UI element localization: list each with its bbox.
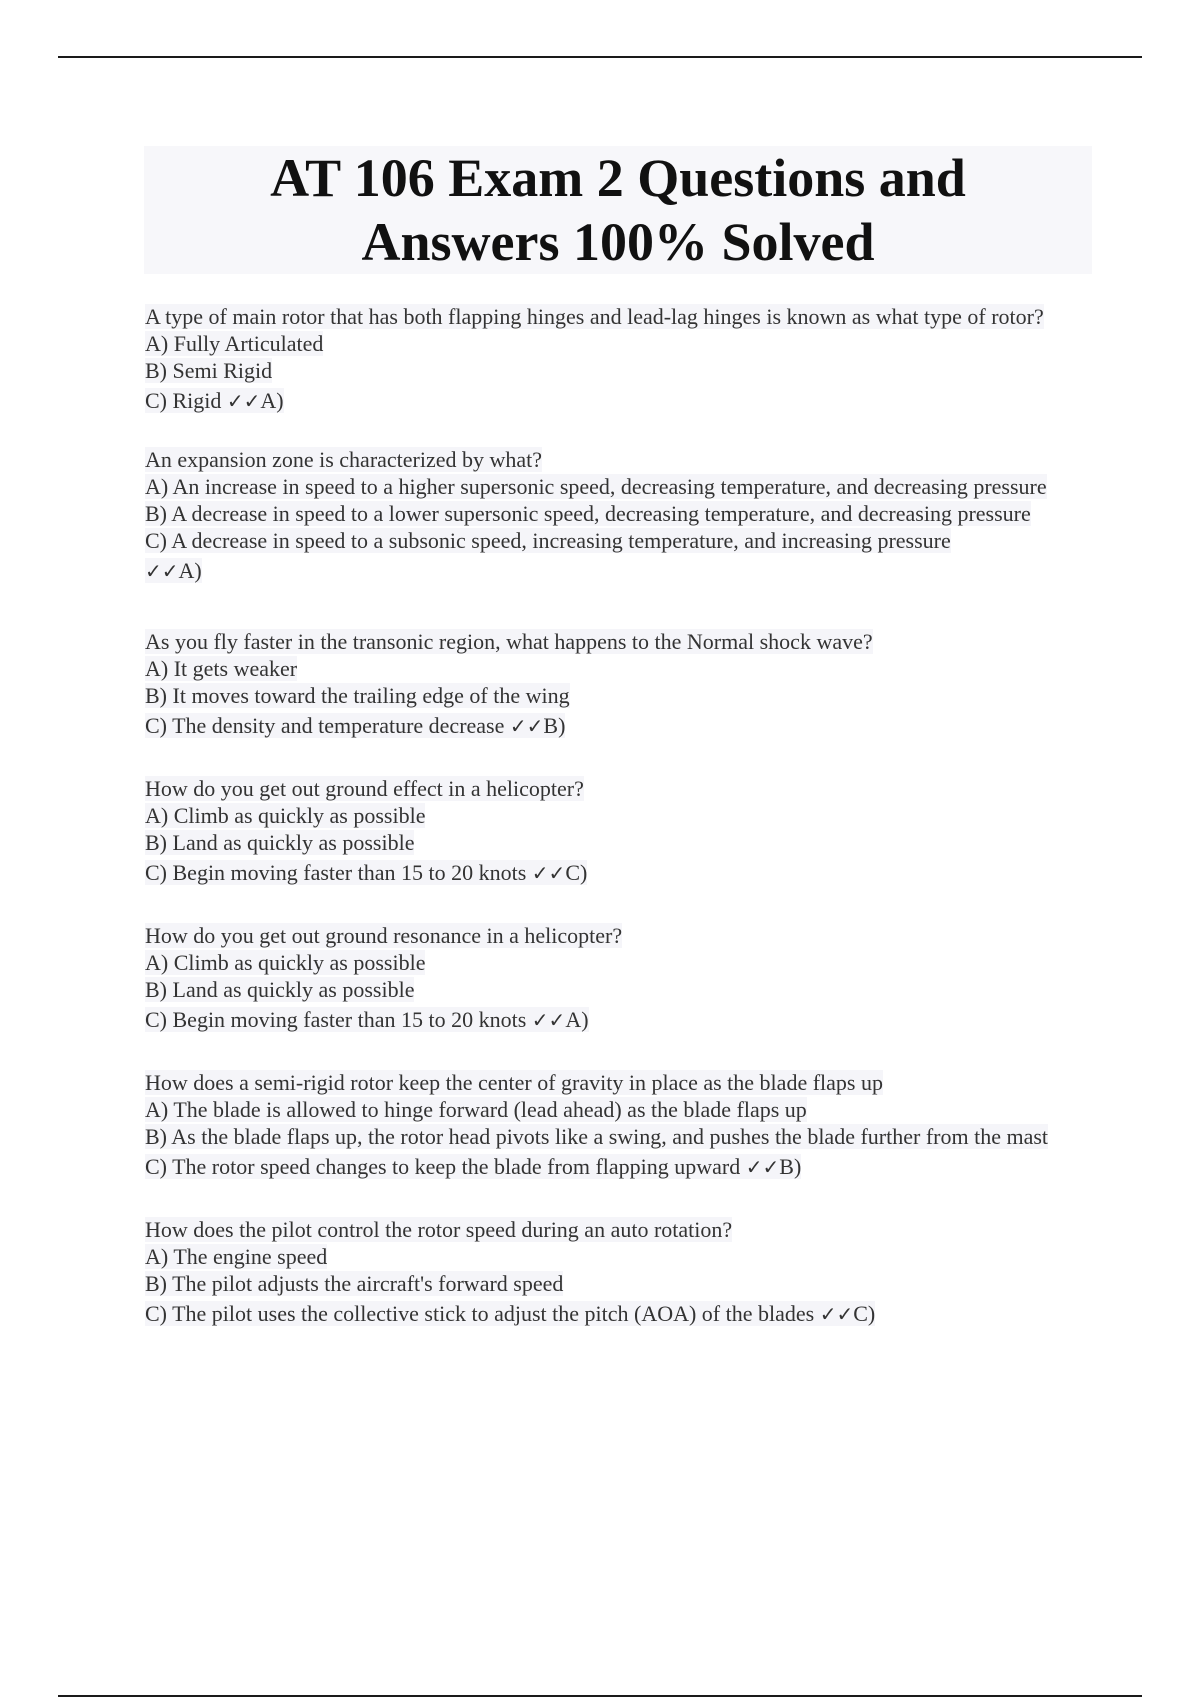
question-text: A type of main rotor that has both flapping hinges and lead-lag hinges is known as what type of rotor?	[145, 304, 1044, 329]
check-icon: ✓✓	[819, 1302, 854, 1326]
bottom-rule	[58, 1695, 1142, 1697]
question-text: How does a semi-rigid rotor keep the center of gravity in place as the blade flaps up	[145, 1070, 883, 1095]
question-text: An expansion zone is characterized by what?	[145, 447, 543, 472]
option-a: A) Climb as quickly as possible	[145, 803, 426, 828]
qa-item-2	[145, 446, 1095, 588]
option-a: A) It gets weaker	[145, 656, 298, 681]
option-c: C) Begin moving faster than 15 to 20 knots	[145, 1007, 527, 1032]
check-icon: ✓✓	[531, 861, 566, 885]
check-icon: ✓✓	[509, 714, 544, 738]
option-b: B) A decrease in speed to a lower supersonic speed, decreasing temperature, and decreasing pressure	[145, 501, 1031, 526]
answer-text: B)	[779, 1154, 802, 1179]
option-c: C) Begin moving faster than 15 to 20 knots	[145, 860, 527, 885]
answer-text: A)	[178, 558, 202, 583]
option-b: B) Land as quickly as possible	[145, 830, 415, 855]
option-a: A) The blade is allowed to hinge forward (lead ahead) as the blade flaps up	[145, 1097, 807, 1122]
answer-text: A)	[260, 388, 284, 413]
check-icon: ✓✓	[145, 559, 179, 583]
option-c: C) Rigid	[145, 388, 222, 413]
option-c: C) The rotor speed changes to keep the blade from flapping upward	[145, 1154, 741, 1179]
answer-text: A)	[565, 1007, 589, 1032]
check-icon: ✓✓	[226, 389, 261, 413]
question-text: How do you get out ground resonance in a helicopter?	[145, 923, 623, 948]
option-c: C) The density and temperature decrease	[145, 713, 505, 738]
document-title: AT 106 Exam 2 Questions and Answers 100% Solved	[270, 148, 966, 272]
option-c: C) The pilot uses the collective stick to adjust the pitch (AOA) of the blades	[145, 1301, 815, 1326]
option-b: B) The pilot adjusts the aircraft's forward speed	[145, 1271, 564, 1296]
option-a: A) Fully Articulated	[145, 331, 324, 356]
qa-item-6	[145, 1069, 1095, 1184]
qa-item-3	[145, 628, 1095, 743]
answer-text: B)	[543, 713, 566, 738]
check-icon: ✓✓	[531, 1008, 566, 1032]
answer-text: C)	[853, 1301, 876, 1326]
option-b: B) It moves toward the trailing edge of the wing	[145, 683, 570, 708]
option-a: A) The engine speed	[145, 1244, 328, 1269]
qa-list	[145, 303, 1095, 1359]
question-text: How does the pilot control the rotor speed during an auto rotation?	[145, 1217, 733, 1242]
qa-item-5	[145, 922, 1095, 1037]
check-icon: ✓✓	[745, 1155, 780, 1179]
qa-item-4	[145, 775, 1095, 890]
option-a: A) An increase in speed to a higher supersonic speed, decreasing temperature, and decreasing pressure	[145, 474, 1047, 499]
question-text: How do you get out ground effect in a helicopter?	[145, 776, 584, 801]
top-rule	[58, 56, 1142, 58]
option-b: B) As the blade flaps up, the rotor head pivots like a swing, and pushes the blade further from the mast	[145, 1124, 1049, 1149]
option-b: B) Semi Rigid	[145, 358, 273, 383]
qa-item-7	[145, 1216, 1095, 1331]
option-b: B) Land as quickly as possible	[145, 977, 415, 1002]
option-c: C) A decrease in speed to a subsonic speed, increasing temperature, and increasing pressure	[145, 528, 951, 553]
qa-item-1	[145, 303, 1095, 418]
option-a: A) Climb as quickly as possible	[145, 950, 426, 975]
answer-text: C)	[565, 860, 588, 885]
title-box	[144, 146, 1092, 274]
question-text: As you fly faster in the transonic region, what happens to the Normal shock wave?	[145, 629, 873, 654]
